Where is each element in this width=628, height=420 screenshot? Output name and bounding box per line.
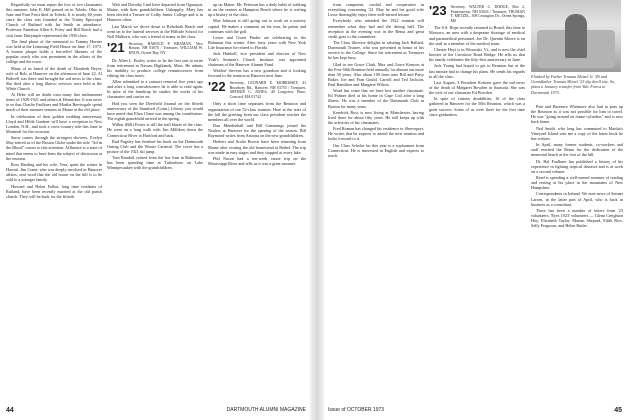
article-paragraph: Last August, 3 President Ketterer gave the sad news of the death of Margaret Bowden in Sarasota. She was the wife of our classmate Ed Bowden.: [429, 79, 525, 96]
article-paragraph: Allen submitted to a cataract removal five years ago and after a long convalescence he is able to read again. In spite of the handicap he studies the works of his classmates and carries on.: [107, 79, 203, 100]
article-paragraph: Word has come that we have lost another classmate. Ed Palmer died at his home in Cape Cod after a long illness. He was a member of the Dartmouth Club in Boston for many years.: [328, 88, 424, 109]
right-col-3: [531, 104, 623, 400]
article-paragraph: Ned Smith, who long has commuted to Martha's Vineyard Island sent me a copy of the latest book he has written.: [531, 125, 623, 141]
right-page-number: 45: [614, 406, 622, 414]
article-paragraph: Tom Randall, retired from the law firm in Baltimore, has been spending time at Tuftonboro on Lake Winnipesaukee with the grandchildren.: [107, 155, 203, 171]
article-paragraph: Everybody who attended the 1922 reunion will remember what they had and the dining hall. The reception in the evening was in the Bema and great credit goes to the committee.: [328, 18, 424, 39]
article-paragraph: Walt and Dorothy Lind have departed from Ogunquit, Maine, with their grandchildren. Unhappily, Mary has been elected a Trustee of Colby Junior College and is in Hanover often.: [107, 2, 203, 23]
article-paragraph: Dr. Allen L. Ensley writes to be the first one to retire from retirement in Nassau Highlands, Mass. He admits his inability to produce college reminiscences from editing the class notes.: [107, 57, 203, 78]
class-year: '21: [107, 39, 125, 55]
class-officers: Secretary, LEONARD E. MORRISSEY, 41 Broadway Rd., Hanover, NH 03755 / Treasurer, ARTHUR C. JONES, 40 Longview Place, Concord, MA 01742: [229, 81, 306, 99]
class-officers: Secretary, HAROLD P. BRAMAN, New Boston, NH 03070 / Treasurer, WILLIAM W. KNOX, Oyster Bay, NY: [128, 41, 203, 56]
article-paragraph: Glad to see Grace Clark, Max and Grace Kenyon at the Post-50th Reunion held annually for alumni out more than 50 years. Also about 100 from ours Bill and Patsy Baker, Joe and Fran Gould, Carroll and Ted Jackson, Paul Hamilton and Margaret Wilson.: [328, 61, 424, 87]
left-col-3: [208, 2, 306, 400]
article-paragraph: Had you seen the Deerfield Journal on the fiftieth anniversary of the Stamford (Conn.) Library you would have noted that Eliza Chase was among the contributors. The eighth grandchild arrived in the spring.: [107, 100, 203, 122]
article-paragraph: Jack Young had hoped to get to Reunion but at the last minute had to change his plans. He sends his regards to all the class.: [429, 63, 525, 79]
article-paragraph: Fred Roman has changed his residence to Shreveport. He writes that he expects to attend the next reunion and looks forward to it.: [328, 126, 424, 142]
article-paragraph: Snow comes through the strongest showers. Evelyn May retired as of the Boston Globe under the title "Ad in the Blood" comes to this attention. Affluence is a state of mind that seems to have been the subject of discussion at the reunion.: [6, 135, 102, 161]
article-paragraph: Last March we drove down to Rehoboth Beach and went on to the funeral services at the Hillside School for Nell Mulhorn, who was a friend of many in the class.: [107, 23, 203, 39]
article-paragraph: There has been a number of letters from '23 volunteers, 'Eyes 1923' volunteers — Glenn Creighton Hoy, Elizabeth Taylor, Marian Shepard, Edith Rice, Sally Ferguson, and Helen Butler.: [531, 207, 623, 229]
article-paragraph: Wilbur (Bill) Foster is still the trail blazer of the class. He went on a long walk with Jim Milliken down the Connecticut River to Hartford and back.: [107, 122, 203, 138]
article-paragraph: Regretfully we must report the loss of two classmates this summer: John E. Hill passed on in Toledo, Ohio in June and Fran Frost died in Toledo. It is nearly 60 years since the class was founded in the Trinity Episcopal Church of Rutland with Ira Smith in attendance. Professor Emeritus Allen S. Foley and Bill Rotch had a visit from Dalrymple represented the 1950 class.: [6, 2, 102, 38]
class-header: [429, 5, 525, 23]
article-paragraph: Kendrick Ross is now living at Manchester, having lived there for about fifty years. He still keeps up with the activities of his classmates.: [328, 109, 424, 125]
class-header: [107, 39, 203, 56]
article-paragraph: Waldorf Stevens has a new grandson and is looking forward to the reunion at Hanover next June.: [208, 67, 306, 78]
right-footer: [328, 402, 622, 418]
class-year: '23: [429, 3, 447, 18]
article-paragraph: Read is spending a well-earned summer of reading and resting at his place in the mountains of New Hampshire.: [531, 174, 623, 191]
article-paragraph: Ross Harding and his wife, Vera, spent the winter in Hawaii. Jim Crane, who was deeply involved in Hanover affairs, sent word that the old house on the hill is to be sold to a younger family.: [6, 161, 102, 183]
article-paragraph: Dr. Hal Faulkner has published a history of his experience in fighting tropical diseases and is at work on a second volume.: [531, 158, 623, 174]
right-footer-title: Issue of OCTOBER 1973: [328, 407, 385, 413]
article-paragraph: Howard and Helen Fallon, long time residents of Rutland, have been recently married at the old parish church. They will be back for the fiftieth.: [6, 183, 102, 199]
class-year: '22: [208, 79, 226, 95]
class-officers: Secretary, WALTER C. DODGE, Box 2, Francestown, NH 03043 / Treasurer, TRUMAN T. METZEL, 308 Lexington Dr., Ocean Springs, MS: [450, 5, 525, 23]
article-paragraph: Correspondents in Ireland: We note news of Steuart Larsen, in the latter part of April, who is back in business as a consultant.: [531, 191, 623, 207]
article-paragraph: Pete and Berenice Whitmore also had to pass up the Reunion as it was not possible for him to travel. He was "going around on frame cylinders" and is now back home.: [531, 104, 623, 125]
article-paragraph: Chester Hoyt is in Winooski, Vt., and is now the chief booster of the Crossbow Road Bridge. He tells us that his family celebrates the fifty-first anniversary in June.: [429, 46, 525, 63]
article-paragraph: In April, many former students, co-workers and staff reached the Bema for the dedication of the memorial bench at the foot of the hill.: [531, 142, 623, 158]
class-photo: [531, 0, 621, 72]
article-paragraph: up on Maine. Mr. Peterson has a daily habit of walking in on the seniors at Hampton Beach where he is writing up a history of the class.: [208, 2, 306, 18]
article-paragraph: In spite of various disabilities, 16 of the class gathered in Hanover for the 50th Reunion, which was a great success. Some of us were there for the first time since graduation.: [429, 96, 525, 117]
article-paragraph: At Hebe will no doubt trust many fine midsummer items of 1920-1921 and others at Hennicker. It was news to us that Charlie Faulkner and Martha Berriwgale spend much of their summer seasons in Maine at the old place.: [6, 92, 102, 113]
photo-figure: [565, 14, 587, 58]
article-paragraph: Max Johnson is still going out to work on a nursery capital. He makes a comment on his own, he paints and continues with the golf.: [208, 18, 306, 34]
article-paragraph: The final phase of the memorial to Tommy Horner was held at the Lemming Field House on June 17, 1973. A bronze plaque holds a bas-relief likeness of the popular coach who was prominent in the affairs of the college and the town.: [6, 38, 102, 65]
page-gutter: [310, 0, 324, 420]
left-col-2: [107, 2, 203, 400]
left-page-number: 44: [6, 406, 14, 414]
class-header: [208, 81, 306, 99]
article-paragraph: Many of us heard of the death of Elizabeth Beyer, wife of Bob, at Hanover on the afternoon of June 22. Al Bidwell was there and brought the sad news to the class. She died after a long illness; services were held at the White Church.: [6, 65, 102, 91]
article-paragraph: from competent, cordial and cooperative in everything concerning '22. May he and his good wife Lesse thoroughly enjoy their well-earned leisure.: [328, 2, 424, 18]
photo-caption: Flanked by Father Truman Metzel Jr. '46 and Grandfather Truman Metzel '23 dig dwell site. So, plans a January transfer from Yale Forest to Dartmouth 1975.: [531, 74, 616, 95]
left-col-1: [6, 2, 102, 400]
article-paragraph: Jack Hubbell, vice president and director of New York's Seamen's Church Institute, was appointed chairman of the Hanover Alumni Fund.: [208, 51, 306, 67]
article-paragraph: Only a short time separates from the Reunion and organization of our 52-class reunion. Here at the start of the fall the greeting from our class president reaches the members all over the world.: [208, 101, 306, 122]
article-paragraph: Don Mendenhall and Bill Cummings joined the Nealers at Hanover for the opening of the season. Bill Raymond writes from Arizona on the new grandchildren.: [208, 123, 306, 139]
right-col-2: [429, 2, 525, 400]
article-paragraph: Lester and Gwen Pinder are celebrating in the Bahamas this winter. After forty years with New York Life Insurance he retired to Florida.: [208, 34, 306, 51]
article-paragraph: Herbert and Aralia Brown have been returning from Maine after visiting the old homestead at Bethel. The trip was made in easy stages and they stopped at every lake.: [208, 139, 306, 155]
article-paragraph: The S.S. Hope recently returned to Brazil, this time to Mossoro, an area with a desperate shortage of medical and paramedical personnel. Joe Dr. Quentin Moore is on the staff as a member of the medical team.: [429, 25, 525, 46]
article-paragraph: Our Class Scholar for this year is a sophomore from Connecticut. He is interested in English and expects to teach.: [328, 142, 424, 158]
article-paragraph: In celebration of their golden wedding anniversary Lloyd and Hilda Gardner will have a reception in New London, N.H., and took a cross-country ride this June to Montreal for the occasion.: [6, 113, 102, 134]
article-paragraph: Phil Nason had a ten-week canoe trip on the Mississippi River and tells us it was a great summer.: [208, 155, 306, 167]
article-paragraph: The Class likewise delights in saluting Jack Ballard, Dartmouth Trustee, who was presented in honor of his service to the College. Since his retirement as Treasurer he has kept busy.: [328, 40, 424, 61]
left-footer: [6, 402, 306, 418]
left-footer-title: DARTMOUTH ALUMNI MAGAZINE: [226, 407, 306, 413]
article-paragraph: Bud Pugsley has finished his book on the Dartmouth Outing Club and the Winter Carnival. The cover has a picture of the 1921 ski jump.: [107, 138, 203, 154]
right-col-1: [328, 2, 424, 400]
